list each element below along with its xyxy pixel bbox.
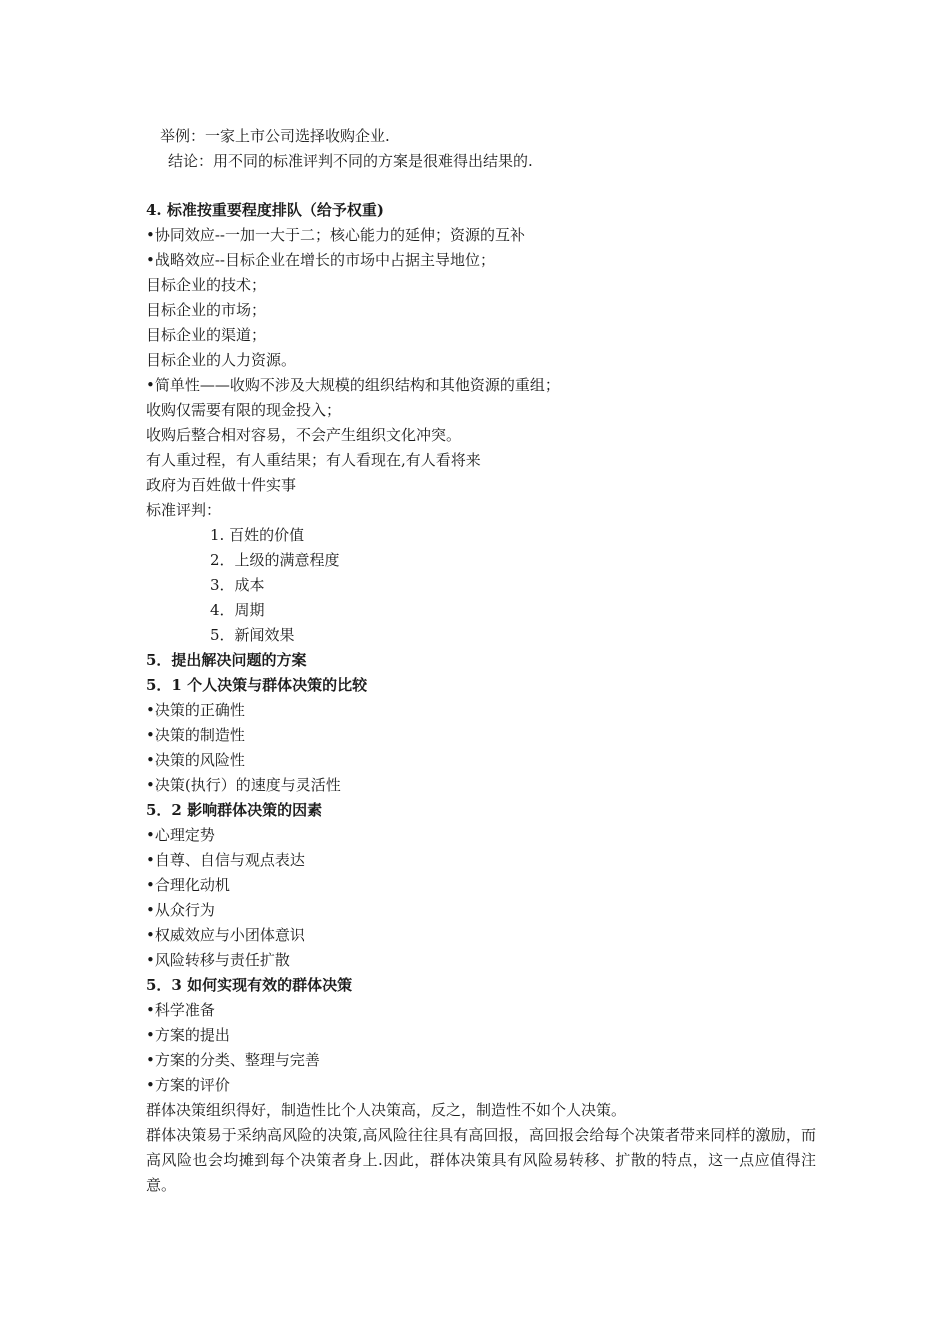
list-item: •风险转移与责任扩散 <box>146 951 290 969</box>
criteria-item: 1. 百姓的价值 <box>210 526 305 544</box>
criteria-item: 4．周期 <box>210 601 265 619</box>
criteria-item: 5．新闻效果 <box>210 626 295 644</box>
list-item: •心理定势 <box>146 826 215 844</box>
section-4-heading: 4. 标准按重要程度排队（给予权重) <box>146 201 384 219</box>
text-line: 目标企业的人力资源。 <box>146 351 297 369</box>
list-item: •自尊、自信与观点表达 <box>146 851 305 869</box>
example-line: 举例：一家上市公司选择收购企业. <box>160 127 390 145</box>
list-item: •方案的评价 <box>146 1076 230 1094</box>
text-line: 目标企业的技术； <box>146 276 267 294</box>
section-5-3-heading: 5．3 如何实现有效的群体决策 <box>146 976 353 994</box>
conclusion-line: 结论：用不同的标准评判不同的方案是很难得出结果的. <box>168 152 533 170</box>
section-5-2-heading: 5．2 影响群体决策的因素 <box>146 801 323 819</box>
text-line: 收购仅需要有限的现金投入； <box>146 401 342 419</box>
text-line: 有人重过程，有人重结果；有人看现在,有人看将来 <box>146 451 481 469</box>
intro-block <box>146 124 816 174</box>
list-item: •权威效应与小团体意识 <box>146 926 305 944</box>
criteria-item: 3．成本 <box>210 576 265 594</box>
main-content <box>146 198 816 1198</box>
list-item: •决策的风险性 <box>146 751 245 769</box>
section-5-heading: 5．提出解决问题的方案 <box>146 651 307 669</box>
list-item: •从众行为 <box>146 901 215 919</box>
paragraph: 群体决策易于采纳高风险的决策,高风险往往具有高回报，高回报会给每个决策者带来同样的激励，而高风险也会均摊到每个决策者身上.因此，群体决策具有风险易转移、扩散的特点，这一点应值得注意。 <box>146 1126 816 1194</box>
text-line: •协同效应--一加一大于二；核心能力的延伸；资源的互补 <box>146 226 525 244</box>
list-item: •合理化动机 <box>146 876 230 894</box>
text-line: 目标企业的渠道； <box>146 326 267 344</box>
list-item: •科学准备 <box>146 1001 215 1019</box>
paragraph: 群体决策组织得好，制造性比个人决策高，反之，制造性不如个人决策。 <box>146 1101 627 1119</box>
list-item: •决策的正确性 <box>146 701 245 719</box>
text-line: •战略效应--目标企业在增长的市场中占据主导地位； <box>146 251 495 269</box>
text-line: •简单性——收购不涉及大规模的组织结构和其他资源的重组； <box>146 376 560 394</box>
criteria-item: 2．上级的满意程度 <box>210 551 340 569</box>
text-line: 收购后整合相对容易，不会产生组织文化冲突。 <box>146 426 462 444</box>
list-item: •方案的提出 <box>146 1026 230 1044</box>
section-5-1-heading: 5．1 个人决策与群体决策的比较 <box>146 676 368 694</box>
text-line: 标准评判： <box>146 501 222 519</box>
text-line: 目标企业的市场； <box>146 301 267 319</box>
list-item: •方案的分类、整理与完善 <box>146 1051 320 1069</box>
text-line: 政府为百姓做十件实事 <box>146 476 297 494</box>
list-item: •决策(执行）的速度与灵活性 <box>146 776 341 794</box>
list-item: •决策的制造性 <box>146 726 245 744</box>
